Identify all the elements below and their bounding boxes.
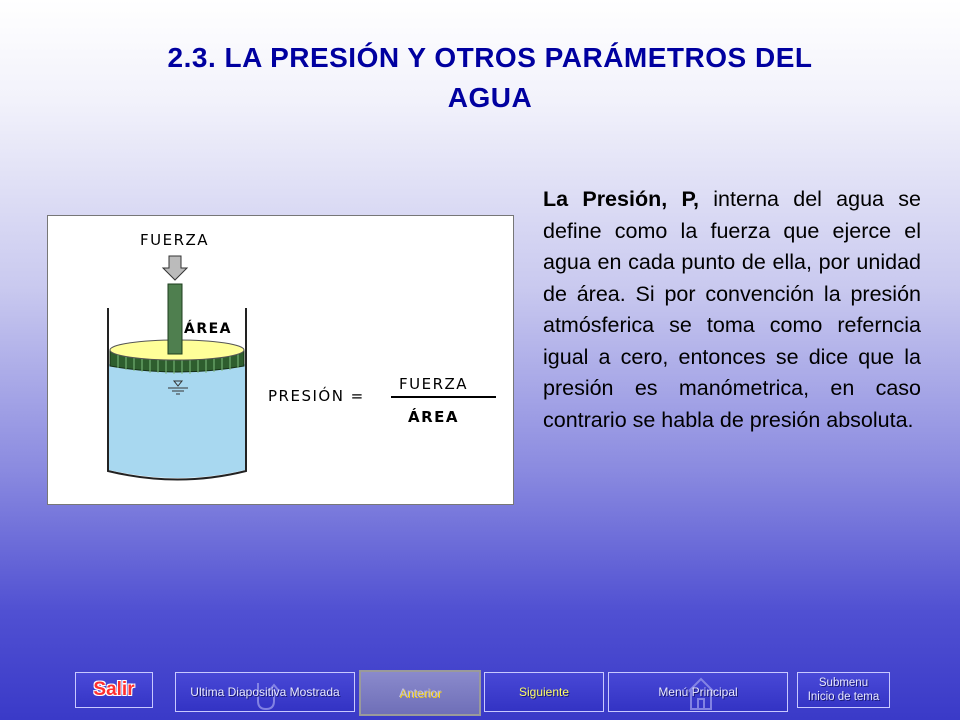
main-menu-button-label: Menú Principal: [658, 685, 738, 699]
formula-lhs: PRESIÓN =: [268, 387, 365, 405]
pressure-diagram: [47, 215, 514, 505]
pressure-diagram-illustration: [48, 216, 513, 504]
definition-lead: La Presión, P,: [543, 187, 699, 211]
previous-button-label: Anterior: [398, 686, 442, 700]
slide-title-line-2: AGUA: [447, 82, 533, 113]
last-slide-button-label: Ultima Diapositiva Mostrada: [190, 685, 340, 699]
definition-text: interna del agua se define como la fuerza que ejerce el agua en cada punto de ella, por unidad de área. Si por convención la presión atmósferica se toma como referncia igual a cero, entonces se dice que la presión es manómetrica, en caso contrario se habla de presión absoluta.: [543, 187, 921, 432]
piston-rod: [168, 284, 182, 354]
last-slide-button[interactable]: [175, 672, 355, 712]
area-label: ÁREA: [184, 321, 233, 337]
submenu-label-line-2: Inicio de tema: [807, 691, 880, 703]
formula-numerator: FUERZA: [399, 375, 469, 393]
next-button-label: Siguiente: [518, 685, 570, 699]
previous-button[interactable]: [359, 670, 481, 716]
slide-title-line-1: 2.3. LA PRESIÓN Y OTROS PARÁMETROS DEL: [167, 42, 813, 73]
exit-button[interactable]: [75, 672, 153, 708]
force-arrow-icon: [163, 256, 187, 280]
formula-denominator: ÁREA: [408, 408, 460, 426]
main-menu-button[interactable]: [608, 672, 788, 712]
submenu-button[interactable]: [797, 672, 890, 708]
next-button[interactable]: [484, 672, 604, 712]
definition-paragraph: [543, 184, 921, 436]
exit-button-label: Salir: [93, 679, 135, 700]
force-label: FUERZA: [140, 231, 210, 249]
slide-title: [100, 38, 880, 118]
submenu-label-line-1: Submenu: [818, 677, 869, 689]
